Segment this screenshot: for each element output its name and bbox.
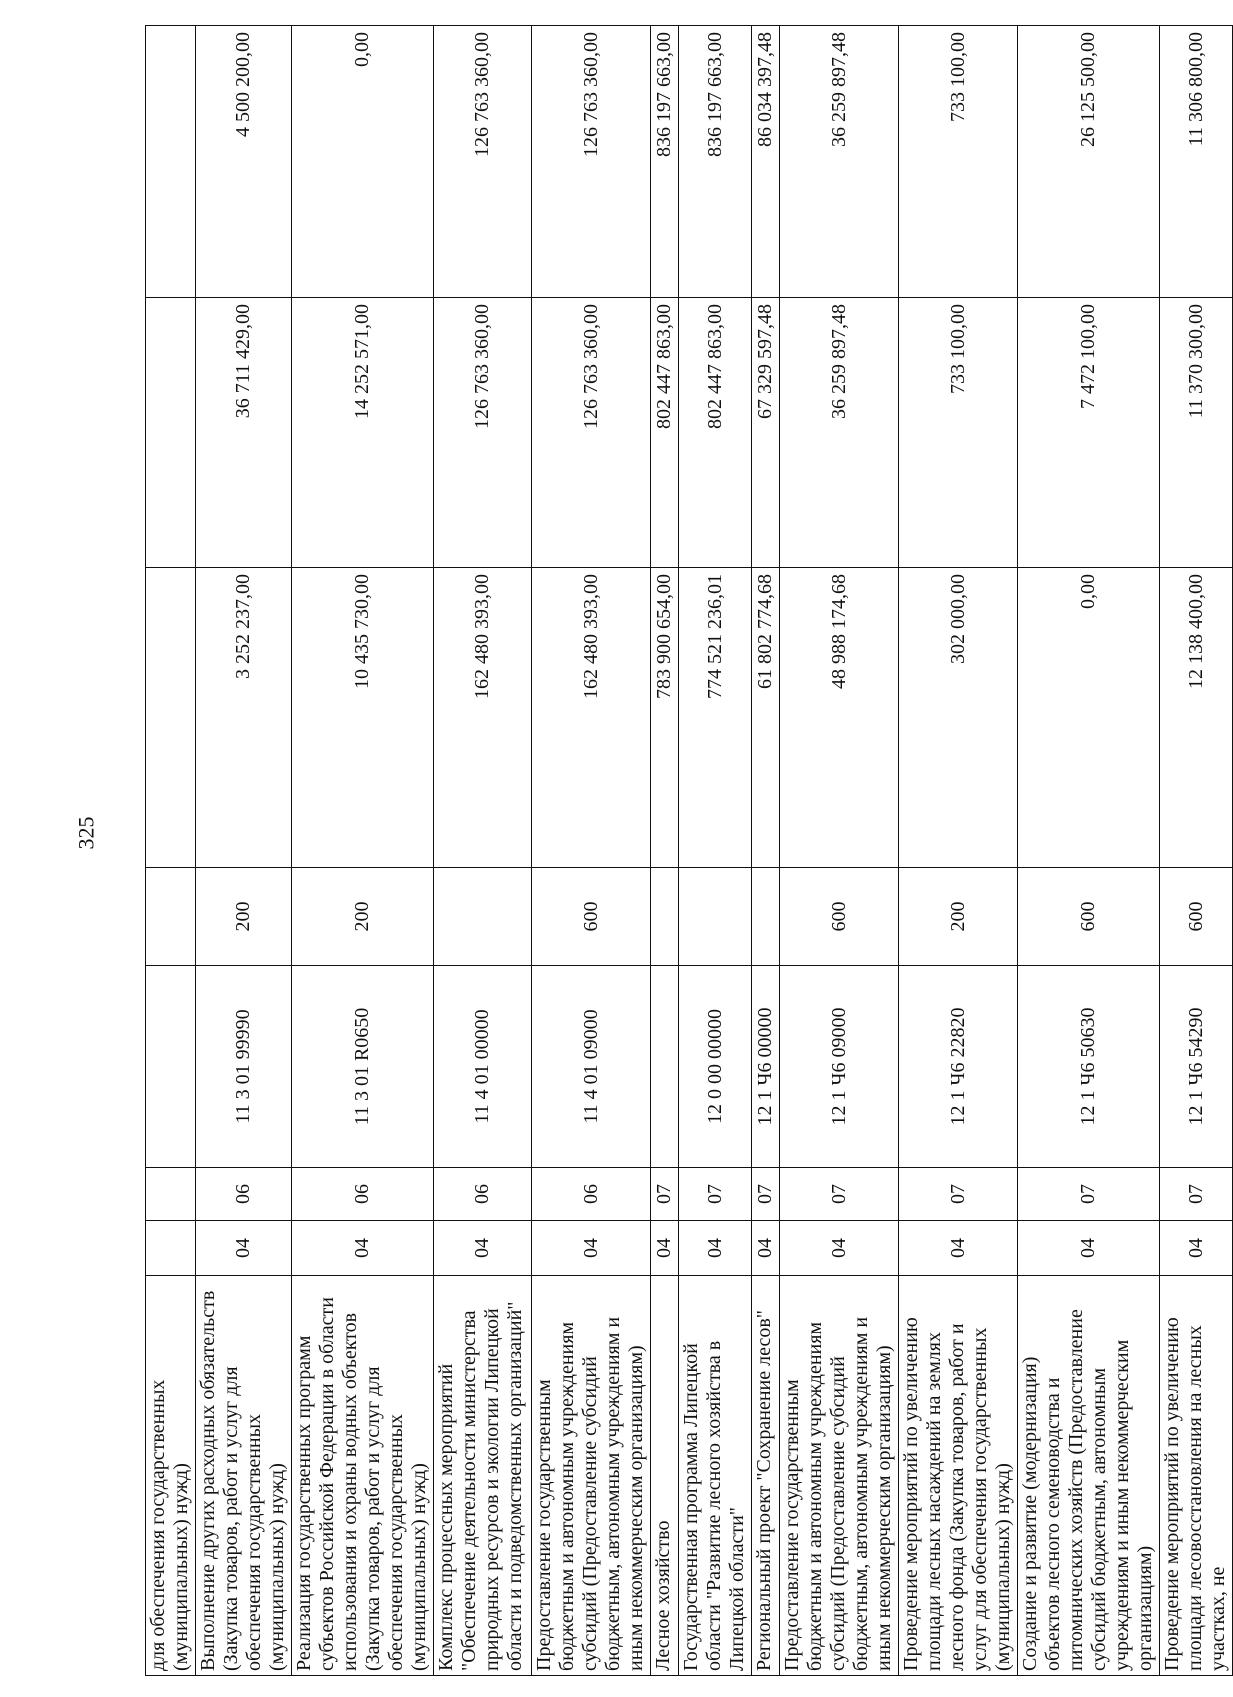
row-pr xyxy=(146,1168,196,1221)
row-pr: 07 xyxy=(1160,1168,1233,1221)
row-vr xyxy=(651,868,679,966)
table-row xyxy=(532,26,651,1676)
table-row xyxy=(434,26,532,1676)
row-name: Предоставление государственным бюджетным и автономным учреждениям субсидий (Предоставление субсидий бюджетным, автономным учреждениям и иным некоммерческим организациям) xyxy=(780,1276,899,1676)
row-sum-1: 162 480 393,00 xyxy=(532,568,651,868)
row-gr: 04 xyxy=(780,1221,899,1276)
row-sum-1: 0,00 xyxy=(1018,568,1160,868)
budget-table xyxy=(145,25,1233,1676)
row-sum-1: 302 000,00 xyxy=(899,568,1018,868)
row-sum-2: 126 763 360,00 xyxy=(434,298,532,568)
table-row xyxy=(1018,26,1160,1676)
row-gr xyxy=(146,1221,196,1276)
row-sum-2: 67 329 597,48 xyxy=(752,298,780,568)
row-gr: 04 xyxy=(679,1221,752,1276)
row-sum-3: 0,00 xyxy=(292,26,434,298)
row-sum-2: 11 370 300,00 xyxy=(1160,298,1233,568)
row-vr: 600 xyxy=(532,868,651,966)
row-name: Создание и развитие (модернизация) объектов лесного семеноводства и питомнических хозяйств (Предоставление субсидий бюджетным, автономным учреждениям и иным некоммерческим организациям) xyxy=(1018,1276,1160,1676)
row-name: Реализация государственных программ субъектов Российской Федерации в области использования и охраны водных объектов (Закупка товаров, работ и услуг для обеспечения государственных (муниципальных) нужд) xyxy=(292,1276,434,1676)
row-csr: 12 1 Ч6 00000 xyxy=(752,966,780,1168)
row-sum-3: 836 197 663,00 xyxy=(679,26,752,298)
table-row xyxy=(292,26,434,1676)
row-csr: 12 1 Ч6 54290 xyxy=(1160,966,1233,1168)
row-sum-3: 4 500 200,00 xyxy=(196,26,292,298)
row-vr: 600 xyxy=(780,868,899,966)
row-vr xyxy=(434,868,532,966)
row-gr: 04 xyxy=(899,1221,1018,1276)
row-sum-2: 802 447 863,00 xyxy=(679,298,752,568)
row-name: Государственная программа Липецкой области "Развитие лесного хозяйства в Липецкой области" xyxy=(679,1276,752,1676)
row-pr: 07 xyxy=(780,1168,899,1221)
table-row xyxy=(146,26,196,1676)
row-vr: 200 xyxy=(292,868,434,966)
row-csr: 12 1 Ч6 50630 xyxy=(1018,966,1160,1168)
row-sum-3: 26 125 500,00 xyxy=(1018,26,1160,298)
row-sum-2 xyxy=(146,298,196,568)
row-sum-2: 802 447 863,00 xyxy=(651,298,679,568)
row-csr: 12 0 00 00000 xyxy=(679,966,752,1168)
table-row xyxy=(752,26,780,1676)
row-sum-1: 61 802 774,68 xyxy=(752,568,780,868)
row-name: Региональный проект "Сохранение лесов" xyxy=(752,1276,780,1676)
table-row xyxy=(780,26,899,1676)
row-sum-1: 783 900 654,00 xyxy=(651,568,679,868)
row-pr: 07 xyxy=(1018,1168,1160,1221)
row-gr: 04 xyxy=(1160,1221,1233,1276)
row-sum-3: 836 197 663,00 xyxy=(651,26,679,298)
page-number: 325 xyxy=(73,816,99,850)
row-pr: 07 xyxy=(752,1168,780,1221)
row-csr: 12 1 Ч6 09000 xyxy=(780,966,899,1168)
row-name: Предоставление государственным бюджетным и автономным учреждениям субсидий (Предоставление субсидий бюджетным, автономным учреждениям и иным некоммерческим организациям) xyxy=(532,1276,651,1676)
row-vr: 600 xyxy=(1160,868,1233,966)
table-row xyxy=(899,26,1018,1676)
row-sum-1: 10 435 730,00 xyxy=(292,568,434,868)
table-row xyxy=(1160,26,1233,1676)
row-vr xyxy=(146,868,196,966)
row-csr: 11 3 01 R0650 xyxy=(292,966,434,1168)
row-sum-1: 774 521 236,01 xyxy=(679,568,752,868)
row-sum-3: 126 763 360,00 xyxy=(532,26,651,298)
row-sum-2: 36 259 897,48 xyxy=(780,298,899,568)
row-gr: 04 xyxy=(434,1221,532,1276)
row-name: Проведение мероприятий по увеличению площади лесных насаждений на землях лесного фонда (Закупка товаров, работ и услуг для обеспечения государственных (муниципальных) нужд) xyxy=(899,1276,1018,1676)
row-name: Выполнение других расходных обязательств (Закупка товаров, работ и услуг для обеспечения государственных (муниципальных) нужд) xyxy=(196,1276,292,1676)
row-gr: 04 xyxy=(651,1221,679,1276)
row-csr: 11 4 01 00000 xyxy=(434,966,532,1168)
row-pr: 07 xyxy=(679,1168,752,1221)
row-vr: 200 xyxy=(196,868,292,966)
row-sum-3 xyxy=(146,26,196,298)
row-pr: 06 xyxy=(434,1168,532,1221)
row-vr: 600 xyxy=(1018,868,1160,966)
row-sum-1: 162 480 393,00 xyxy=(434,568,532,868)
row-gr: 04 xyxy=(532,1221,651,1276)
row-sum-3: 86 034 397,48 xyxy=(752,26,780,298)
row-sum-2: 7 472 100,00 xyxy=(1018,298,1160,568)
row-name: Проведение мероприятий по увеличению площади лесовосстановления на лесных участках, не xyxy=(1160,1276,1233,1676)
row-csr: 11 3 01 99990 xyxy=(196,966,292,1168)
row-vr xyxy=(752,868,780,966)
budget-table-landscape xyxy=(145,26,1229,1676)
row-sum-2: 36 711 429,00 xyxy=(196,298,292,568)
row-sum-3: 733 100,00 xyxy=(899,26,1018,298)
row-pr: 06 xyxy=(196,1168,292,1221)
row-sum-1: 12 138 400,00 xyxy=(1160,568,1233,868)
row-sum-1: 3 252 237,00 xyxy=(196,568,292,868)
row-sum-1: 48 988 174,68 xyxy=(780,568,899,868)
row-csr: 12 1 Ч6 22820 xyxy=(899,966,1018,1168)
row-gr: 04 xyxy=(292,1221,434,1276)
row-pr: 07 xyxy=(651,1168,679,1221)
row-gr: 04 xyxy=(1018,1221,1160,1276)
row-csr: 11 4 01 09000 xyxy=(532,966,651,1168)
row-csr xyxy=(651,966,679,1168)
row-name: для обеспечения государственных (муниципальных) нужд) xyxy=(146,1276,196,1676)
row-sum-3: 36 259 897,48 xyxy=(780,26,899,298)
table-row xyxy=(196,26,292,1676)
row-name: Лесное хозяйство xyxy=(651,1276,679,1676)
row-sum-3: 11 306 800,00 xyxy=(1160,26,1233,298)
row-name: Комплекс процессных мероприятий "Обеспечение деятельности министерства природных ресурсов и экологии Липецкой области и подведомственных организаций" xyxy=(434,1276,532,1676)
row-csr xyxy=(146,966,196,1168)
row-gr: 04 xyxy=(752,1221,780,1276)
row-pr: 07 xyxy=(899,1168,1018,1221)
table-row xyxy=(651,26,679,1676)
row-vr: 200 xyxy=(899,868,1018,966)
row-sum-3: 126 763 360,00 xyxy=(434,26,532,298)
row-sum-1 xyxy=(146,568,196,868)
row-gr: 04 xyxy=(196,1221,292,1276)
row-sum-2: 126 763 360,00 xyxy=(532,298,651,568)
row-sum-2: 14 252 571,00 xyxy=(292,298,434,568)
row-pr: 06 xyxy=(292,1168,434,1221)
row-sum-2: 733 100,00 xyxy=(899,298,1018,568)
table-row xyxy=(679,26,752,1676)
row-vr xyxy=(679,868,752,966)
row-pr: 06 xyxy=(532,1168,651,1221)
